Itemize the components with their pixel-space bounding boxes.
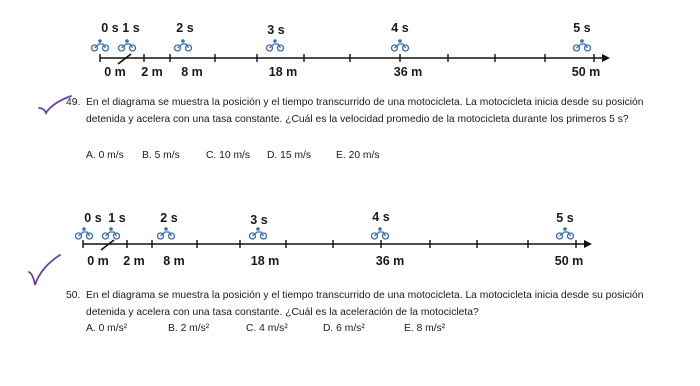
time-label-1: 1 s bbox=[122, 21, 140, 35]
option-a[interactable]: A. 0 m/s² bbox=[86, 323, 128, 334]
axis-arrowhead bbox=[602, 54, 610, 62]
time-label-4: 4 s bbox=[391, 21, 409, 35]
motorcycle-icon bbox=[76, 227, 93, 239]
distance-label-0: 0 m bbox=[87, 254, 109, 268]
option-b[interactable]: B. 2 m/s² bbox=[168, 323, 210, 334]
question-49 bbox=[66, 95, 671, 128]
motorcycle-icon bbox=[250, 227, 267, 239]
option-c[interactable]: C. 10 m/s bbox=[206, 150, 251, 161]
time-label-2: 2 s bbox=[176, 21, 194, 35]
motorcycle-icon bbox=[119, 39, 136, 51]
distance-label-4: 36 m bbox=[393, 65, 423, 79]
distance-label-5: 50 m bbox=[554, 254, 584, 268]
option-e[interactable]: E. 8 m/s² bbox=[404, 323, 446, 334]
timeline-axis bbox=[100, 54, 610, 64]
question-number: 50. bbox=[66, 290, 81, 301]
distance-label-3: 18 m bbox=[250, 254, 280, 268]
distance-label-2: 8 m bbox=[163, 254, 185, 268]
time-label-0: 0 s bbox=[84, 211, 102, 225]
diagram-2 bbox=[0, 206, 700, 296]
motorcycle-icons bbox=[92, 39, 591, 51]
motorcycle-icons bbox=[76, 227, 574, 239]
motorcycle-icon bbox=[175, 39, 192, 51]
motorcycle-icon bbox=[267, 39, 284, 51]
diagram-2-svg bbox=[0, 206, 700, 296]
distance-label-2: 8 m bbox=[181, 65, 203, 79]
time-label-5: 5 s bbox=[556, 211, 574, 225]
timeline-axis bbox=[83, 240, 592, 250]
pointer-line bbox=[101, 240, 114, 250]
question-50 bbox=[66, 288, 671, 321]
motorcycle-icon bbox=[574, 39, 591, 51]
time-label-3: 3 s bbox=[267, 23, 285, 37]
time-label-0: 0 s bbox=[101, 21, 119, 35]
checkmark-icon bbox=[26, 252, 66, 292]
option-e[interactable]: E. 20 m/s bbox=[336, 150, 380, 161]
time-label-4: 4 s bbox=[372, 210, 390, 224]
time-label-2: 2 s bbox=[160, 211, 178, 225]
question-text: En el diagrama se muestra la posición y el tiempo transcurrido de una motocicleta. La motocicleta inicia desde su posición detenida y acelera con una tasa constante. ¿Cuál es la velocidad promedio de la motocicleta durante los primeros 5 s? bbox=[86, 97, 644, 125]
motorcycle-icon bbox=[92, 39, 109, 51]
distance-label-5: 50 m bbox=[571, 65, 601, 79]
option-d[interactable]: D. 6 m/s² bbox=[323, 323, 365, 334]
distance-label-1: 2 m bbox=[123, 254, 145, 268]
time-label-1: 1 s bbox=[108, 211, 126, 225]
distance-label-3: 18 m bbox=[268, 65, 298, 79]
option-c[interactable]: C. 4 m/s² bbox=[246, 323, 288, 334]
question-number: 49. bbox=[66, 97, 81, 108]
time-label-3: 3 s bbox=[250, 213, 268, 227]
distance-label-0: 0 m bbox=[104, 65, 126, 79]
axis-arrowhead bbox=[584, 240, 592, 248]
motorcycle-icon bbox=[392, 39, 409, 51]
distance-label-1: 2 m bbox=[141, 65, 163, 79]
option-d[interactable]: D. 15 m/s bbox=[267, 150, 312, 161]
motorcycle-icon bbox=[557, 227, 574, 239]
question-text: En el diagrama se muestra la posición y el tiempo transcurrido de una motocicleta. La motocicleta inicia desde su posición detenida y acelera con una tasa constante. ¿Cuál es la aceleración de la motocicleta? bbox=[86, 290, 644, 318]
option-a[interactable]: A. 0 m/s bbox=[86, 150, 124, 161]
motorcycle-icon bbox=[158, 227, 175, 239]
time-label-5: 5 s bbox=[573, 21, 591, 35]
option-b[interactable]: B. 5 m/s bbox=[142, 150, 180, 161]
motorcycle-icon bbox=[372, 227, 389, 239]
distance-label-4: 36 m bbox=[375, 254, 405, 268]
motorcycle-icon bbox=[103, 227, 120, 239]
pointer-line bbox=[118, 54, 131, 64]
